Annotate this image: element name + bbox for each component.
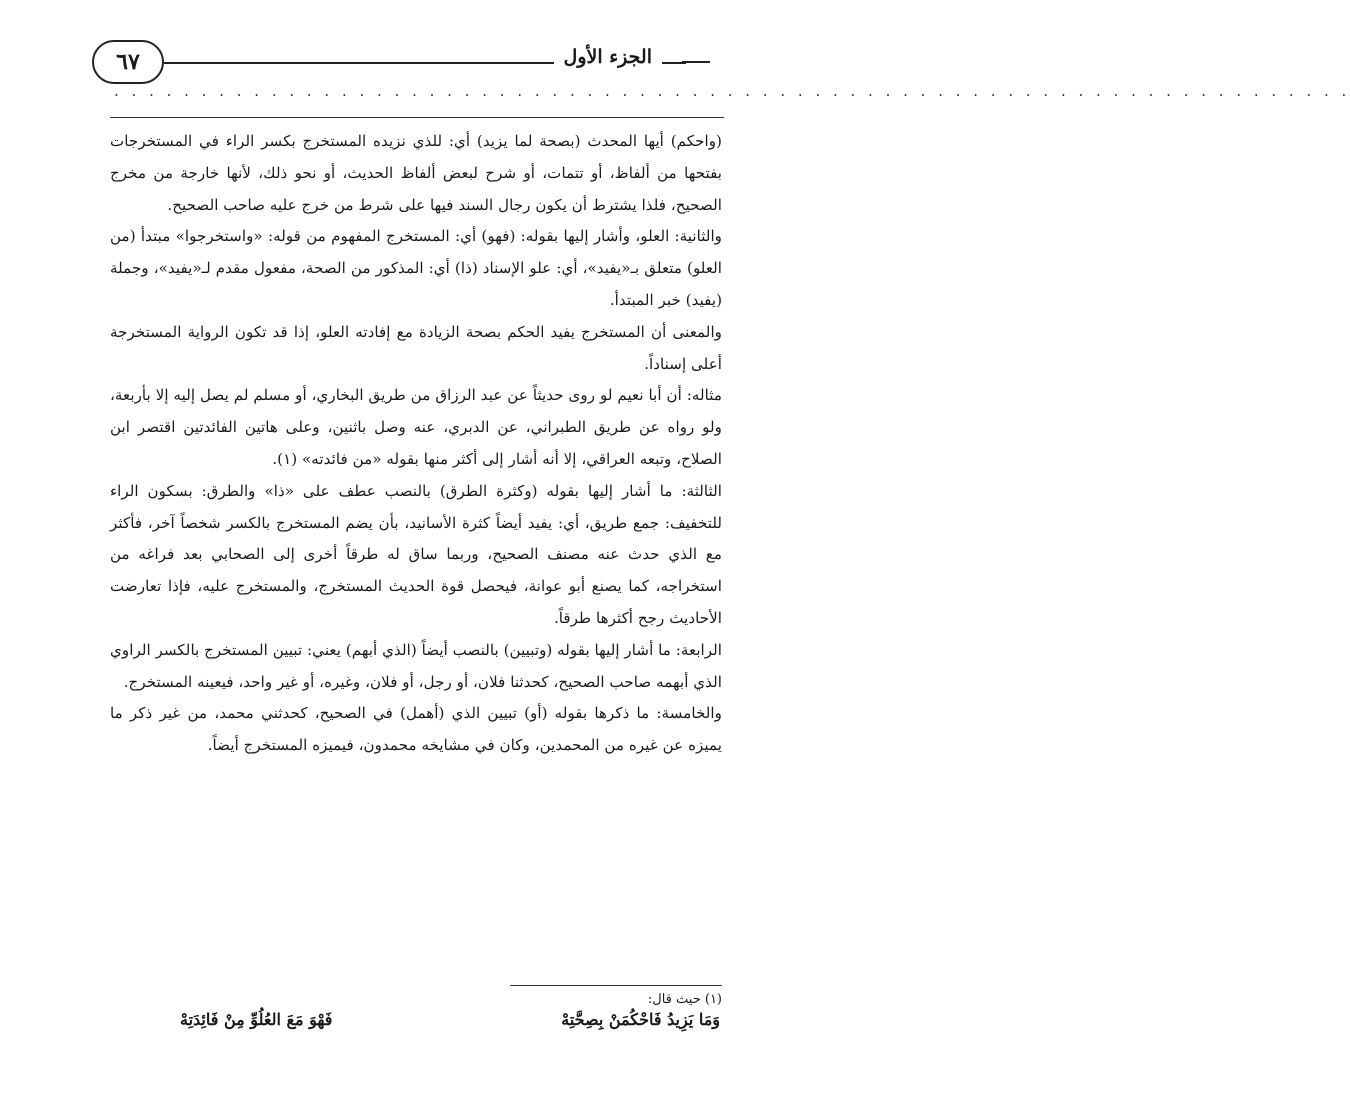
paragraph-second-benefit: والثانية: العلو، وأشار إليها بقوله: (فهو) أي: المستخرج المفهوم من قوله: «واستخرجوا» مبتدأ (من العلو) متعلق بـ«يفيد»، أي: علو الإسناد (ذا) أي: المذكور من الصحة، مفعول مقدم لـ«يفيد»، وجملة (يفيد) خبر المبتدأ. [110,227,722,309]
verse-second-hemistich: فَهْوَ مَعَ العُلُوِّ مِنْ فَائِدَتِهْ [180,1010,333,1029]
paragraph-fourth-benefit: الرابعة: ما أشار إليها بقوله (وتبيين) بالنصب أيضاً (الذي أبهم) يعني: تبيين المستخرج بالكسر الراوي الذي أبهمه صاحب الصحيح، كحدثنا فلان، أو رجل، أو فلان، وغيره، أو غير واحد، فيعينه المستخرج. [110,640,722,691]
page-header [92,40,710,86]
paragraph-ziyada: (واحكم) أيها المحدث (بصحة لما يزيد) أي: للذي نزيده المستخرج بكسر الراء في المستخرجات بفتحها من ألفاظ، أو تتمات، أو شرح لبعض ألفاظ الحديث، أو نحو ذلك، لأنها خارجة من مخرج الصحيح، فلذا يشترط أن يكون رجال السند فيها على شرط من خرج عليه صاحب الصحيح. [110,132,722,214]
dotted-separator: · · · · · · · · · · · · · · · · · · · · · · · · · · · · · · · · · · · · · · · · · · · · · · · · · · · · · · · · · · · · · · · · · · · · · · · [114,86,1350,104]
top-rule [110,117,724,118]
body-text [110,126,722,762]
part-title: الجزء الأول [554,46,662,68]
header-dash [682,61,710,63]
paragraph-example: مثاله: أن أبا نعيم لو روى حديثاً عن عبد الرزاق من طريق البخاري، أو مسلم لم يصل إليه إلا بأربعة، ولو رواه عن طريق الطبراني، عن الدبري، عنه وصل باثنين، وعلى هاتين الفائدتين اقتصر ابن الصلاح، وتبعه العراقي، إلا أنه أشار إلى أكثر منها بقوله «من فائدته» (١). [110,386,722,468]
footnote: (١) حيث قال: [647,992,722,1007]
paragraph-fifth-benefit: والخامسة: ما ذكرها بقوله (أو) تبيين الذي (أهمل) في الصحيح، كحدثني محمد، من غير ذكر ما يميزه عن غيره من المحمدين، وكان في مشايخه محمدون، فيميزه المستخرج أيضاً. [110,704,722,755]
paragraph-meaning: والمعنى أن المستخرج يفيد الحكم بصحة الزيادة مع إفادته العلو، إذا قد تكون الرواية المستخرجة أعلى إسناداً. [110,322,722,373]
footnote-verse [180,1010,720,1040]
footnote-rule [510,985,722,986]
page-number-badge: ٦٧ [92,40,164,84]
verse-first-hemistich: وَمَا يَزِيدُ فَاحْكُمَنْ بِصِحَّتِهْ [561,1010,720,1029]
paragraph-third-benefit: الثالثة: ما أشار إليها بقوله (وكثرة الطرق) بالنصب عطف على «ذا» والطرق: بسكون الراء للتخفيف: جمع طريق، أي: يفيد أيضاً كثرة الأسانيد، بأن يضم المستخرج بالكسر شخصاً آخر، فأكثر مع الذي حدث عنه مصنف الصحيح، وربما ساق له طرقاً أخرى إلى الصحابي بعد فراغه من استخراجه، كما يصنع أبو عوانة، فيحصل قوة الحديث المستخرج، والمستخرج عليه، فإذا تعارضت الأحاديث رجح أكثرها طرقاً. [110,481,722,627]
